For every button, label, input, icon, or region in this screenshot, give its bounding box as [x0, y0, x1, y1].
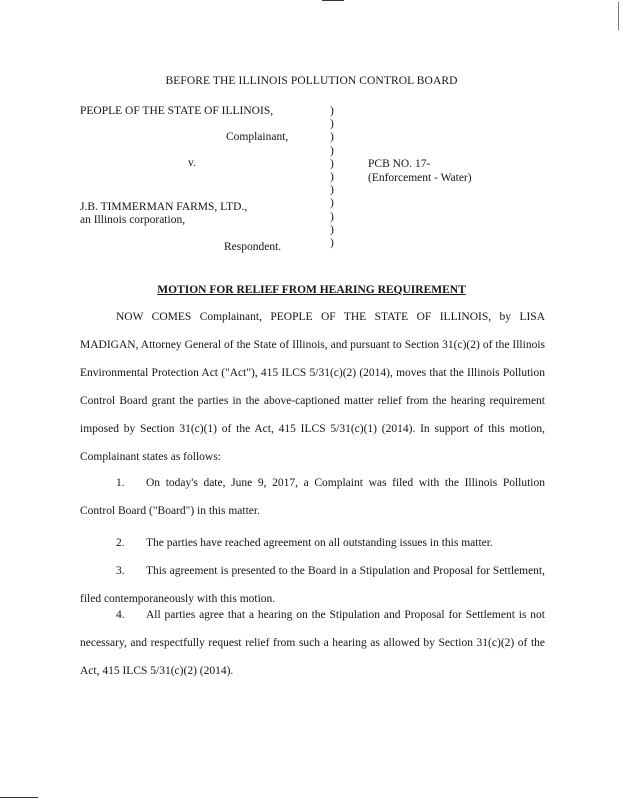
caption-paren: )	[330, 184, 334, 197]
case-type: (Enforcement - Water)	[368, 172, 472, 184]
paragraph-number: 1.	[116, 477, 125, 489]
complainant-role: Complainant,	[226, 131, 289, 143]
respondent-party: J.B. TIMMERMAN FARMS, LTD.,	[80, 201, 248, 213]
versus: v.	[188, 157, 196, 169]
scan-mark	[618, 2, 619, 30]
scan-mark	[0, 797, 38, 798]
caption-paren: )	[330, 210, 334, 223]
motion-title: MOTION FOR RELIEF FROM HEARING REQUIREMENT	[157, 284, 466, 296]
pcb-number: PCB NO. 17-	[368, 158, 431, 170]
paragraph-number: 3.	[116, 565, 125, 577]
numbered-paragraph	[80, 529, 545, 557]
paragraph-text: The parties have reached agreement on all outstanding issues in this matter.	[146, 537, 493, 549]
caption-paren: )	[330, 157, 334, 170]
caption-paren: )	[330, 236, 334, 249]
caption-paren: )	[330, 105, 334, 117]
paragraph-text: All parties agree that a hearing on the Stipulation and Proposal for Settlement is not necessary, and respectfully request relief from such a hearing as allowed by Section 31(c)(2) of the Act, 415 ILCS 5/31(c)(2) (2014).	[80, 609, 545, 677]
caption-paren: )	[330, 223, 334, 236]
paragraph-number: 2.	[116, 537, 125, 549]
board-title: BEFORE THE ILLINOIS POLLUTION CONTROL BOARD	[165, 75, 458, 87]
numbered-paragraph	[80, 601, 545, 685]
caption-paren: )	[330, 144, 334, 157]
respondent-description: an Illinois corporation,	[80, 214, 186, 226]
caption-paren: )	[330, 131, 334, 144]
paragraph-number: 4.	[116, 609, 125, 621]
numbered-paragraph	[80, 469, 545, 525]
caption-paren: )	[330, 118, 334, 131]
caption-paren: )	[330, 170, 334, 183]
intro-paragraph: NOW COMES Complainant, PEOPLE OF THE STATE OF ILLINOIS, by LISA MADIGAN, Attorney General of the State of Illinois, and pursuant to Section 31(c)(2) of the Illinois Environmental Protection Act ("Act"), 415 ILCS 5/31(c)(2) (2014), moves that the Illinois Pollution Control Board grant the parties in the above-captioned matter relief from the hearing requirement imposed by Section 31(c)(1) of the Act, 415 ILCS 5/31(c)(1) (2014). In support of this motion, Complainant states as follows:	[80, 311, 545, 463]
paragraph-text: On today's date, June 9, 2017, a Complaint was filed with the Illinois Pollution Control Board ("Board") in this matter.	[80, 477, 545, 517]
complainant-party: PEOPLE OF THE STATE OF ILLINOIS,	[80, 105, 274, 117]
caption-parentheses	[330, 105, 334, 250]
caption-paren: )	[330, 197, 334, 210]
paragraph-text: This agreement is presented to the Board in a Stipulation and Proposal for Settlement, filed contemporaneously with this motion.	[80, 565, 545, 605]
respondent-role: Respondent.	[224, 241, 282, 253]
scan-mark	[322, 0, 344, 1]
